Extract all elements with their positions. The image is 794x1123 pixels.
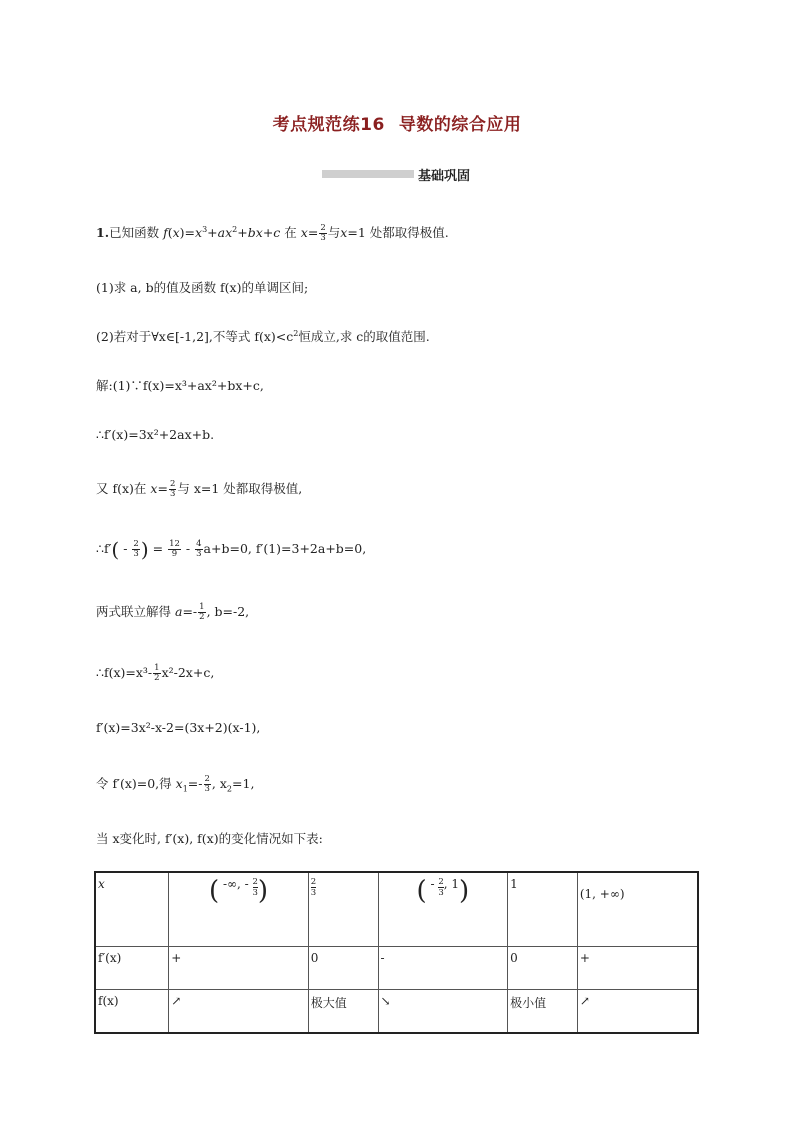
solution-line-5: 两式联立解得 a=- $\frac{1}{2}$ , b=-2, bbox=[96, 602, 250, 622]
solution-line-4-minus: - bbox=[185, 541, 191, 556]
table-cell: 极小值 bbox=[508, 990, 578, 1034]
table-cell: - bbox=[378, 947, 508, 990]
solution-line-9: 当 x变化时, f′(x), f(x)的变化情况如下表: bbox=[96, 831, 323, 846]
section-bar bbox=[322, 170, 414, 178]
solution-line-3-b: 与 x=1 处都取得极值, bbox=[177, 481, 303, 496]
table-cell: f′(x) bbox=[95, 947, 169, 990]
solution-line-6-b: x²-2x+c, bbox=[161, 665, 215, 680]
title-part2: 导数的综合应用 bbox=[398, 115, 522, 135]
problem-line: 1.已知函数 $f(x)=x^3+ax^2+bx+c$ 在 x= $\frac{2}{3}$ 与x=1 处都取得极值. bbox=[96, 223, 449, 243]
question-1: (1)求 a, b的值及函数 f(x)的单调区间; bbox=[96, 280, 309, 295]
table-cell: f(x) bbox=[95, 990, 169, 1034]
table-cell: ( - $\frac{2}{3}$ , 1) bbox=[378, 872, 508, 947]
problem-text-a: 已知函数 bbox=[109, 225, 160, 240]
table-cell: ↗ bbox=[169, 990, 309, 1034]
solution-line-7: f′(x)=3x²-x-2=(3x+2)(x-1), bbox=[96, 720, 261, 735]
frac-two-thirds-b: $\frac{2}{3}$ bbox=[169, 479, 176, 499]
table-cell: ( -∞, - $\frac{2}{3}$ ) bbox=[169, 872, 309, 947]
solution-line-6: ∴f(x)=x³- $\frac{1}{2}$ x²-2x+c, bbox=[96, 663, 215, 683]
solution-line-8-c: =1, bbox=[232, 776, 255, 791]
table-cell: 0 bbox=[508, 947, 578, 990]
solution-line-1: 解:(1)∵f(x)=x³+ax²+bx+c, bbox=[96, 378, 264, 393]
section-label: 基础巩固 bbox=[418, 168, 471, 184]
solution-line-4-eq: = bbox=[152, 541, 164, 556]
solution-line-8: 令 f′(x)=0,得 $x_1=-$ $\frac{2}{3}$ , $x_2=1$, bbox=[96, 774, 255, 794]
table-cell: ↗ bbox=[577, 990, 698, 1034]
table-row bbox=[95, 947, 698, 990]
table-cell: x bbox=[95, 872, 169, 947]
variation-table bbox=[94, 871, 699, 1034]
solution-line-8-a: 令 f′(x)=0,得 bbox=[96, 776, 172, 791]
frac-two-thirds: $\frac{2}{3}$ bbox=[320, 223, 326, 243]
table-cell: 极大值 bbox=[308, 990, 378, 1034]
problem-text-d: 处都取得极值. bbox=[369, 225, 449, 240]
question-2: (2)若对于∀x∈[-1,2],不等式 $f(x)<c^2$恒成立,求 c的取值范围. bbox=[96, 328, 430, 344]
table-cell: + bbox=[577, 947, 698, 990]
solution-line-3-a: 又 f(x)在 bbox=[96, 481, 147, 496]
solution-line-5-b: , b=-2, bbox=[206, 604, 250, 619]
solution-line-4-a: ∴f′ bbox=[96, 541, 112, 556]
title-part1: 考点规范练16 bbox=[272, 115, 385, 135]
question-2-a: (2)若对于∀x∈[-1,2],不等式 f(x)<c bbox=[96, 329, 294, 344]
table-cell: 0 bbox=[308, 947, 378, 990]
page-title bbox=[0, 110, 794, 135]
table-cell: (1, +∞) bbox=[577, 872, 698, 947]
problem-text-b: 在 bbox=[284, 225, 297, 240]
table-cell: 1 bbox=[508, 872, 578, 947]
section-heading bbox=[322, 166, 470, 182]
table-cell: + bbox=[169, 947, 309, 990]
problem-text-c: 与 bbox=[327, 225, 341, 240]
table-cell: $\frac{2}{3}$ bbox=[308, 872, 378, 947]
table-row bbox=[95, 872, 698, 947]
solution-line-6-a: ∴f(x)=x³- bbox=[96, 665, 153, 680]
solution-line-5-a: 两式联立解得 bbox=[96, 604, 172, 619]
table-row bbox=[95, 990, 698, 1034]
solution-line-2: ∴f′(x)=3x²+2ax+b. bbox=[96, 427, 215, 442]
solution-line-4: ∴f′( - $\frac{2}{3}$ ) = $\frac{12}{9}$ - $\frac{4}{3}$ a+b=0, f′(1)=3+2a+b=0, bbox=[96, 537, 367, 562]
solution-line-4-d: a+b=0, f′(1)=3+2a+b=0, bbox=[203, 541, 367, 556]
question-2-b: 恒成立,求 c的取值范围. bbox=[298, 329, 430, 344]
solution-line-8-b: , x bbox=[211, 776, 227, 791]
problem-number: 1. bbox=[96, 225, 110, 240]
solution-line-3: 又 f(x)在 x= $\frac{2}{3}$ 与 x=1 处都取得极值, bbox=[96, 479, 303, 499]
table-cell: ↘ bbox=[378, 990, 508, 1034]
